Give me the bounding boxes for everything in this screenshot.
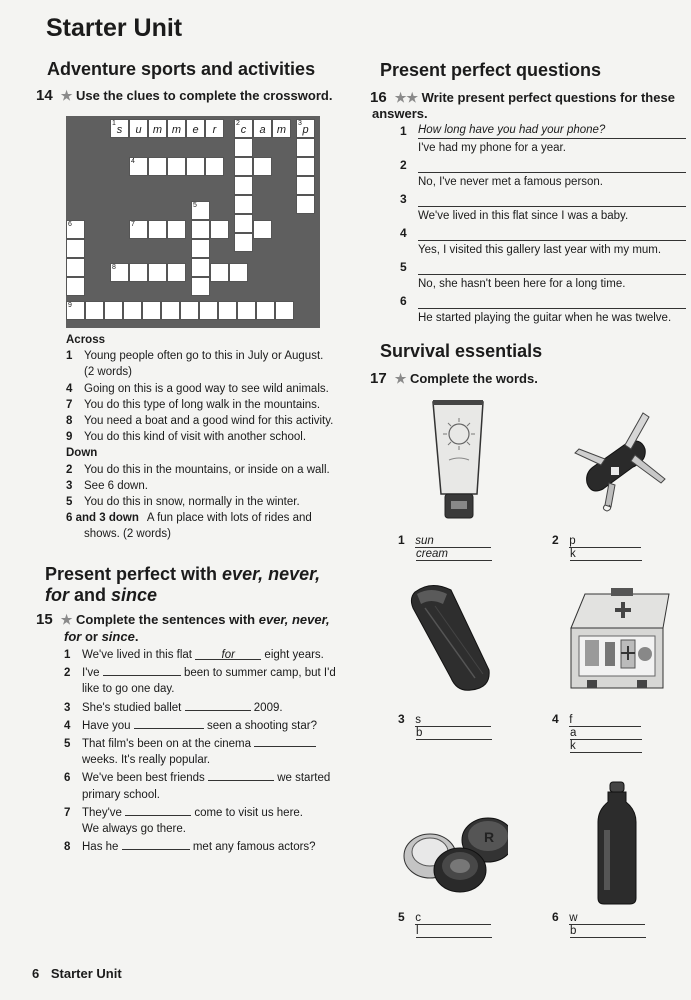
- question-item: 2 No, I've never met a famous person.: [398, 158, 688, 192]
- crossword-cell[interactable]: 5: [191, 201, 210, 220]
- crossword-cell[interactable]: [191, 220, 210, 239]
- crossword-cell[interactable]: [234, 195, 253, 214]
- crossword-cell[interactable]: [191, 258, 210, 277]
- exercise-15-header: 15 ★ Complete the sentences with ever, never, for or since.: [36, 611, 330, 644]
- clue-item: 1 Young people often go to this in July or August.: [66, 350, 324, 363]
- footer-label: Starter Unit: [50, 966, 122, 981]
- sentence-item: 7 They've come to visit us here.: [64, 803, 354, 821]
- answer-blank[interactable]: for: [195, 647, 261, 660]
- crossword-cell[interactable]: [210, 263, 229, 282]
- section-title-adventure: Adventure sports and activities: [47, 59, 316, 79]
- word-blank[interactable]: s: [415, 714, 491, 727]
- question-answer-line[interactable]: How long have you had your phone?: [418, 124, 686, 139]
- crossword-cell[interactable]: 8: [110, 263, 129, 282]
- star-icon: ★: [60, 612, 73, 627]
- sentence-item: 5 That film's been on at the cinema: [64, 734, 354, 752]
- across-heading: Across: [66, 334, 105, 346]
- crossword-cell[interactable]: m: [167, 119, 186, 138]
- question-answer-line[interactable]: [418, 294, 686, 309]
- crossword-cell[interactable]: [256, 301, 275, 320]
- crossword-cell[interactable]: [229, 263, 248, 282]
- star-icon: ★: [394, 371, 407, 386]
- crossword-cell[interactable]: [148, 157, 167, 176]
- question-item: 4 Yes, I visited this gallery last year with my mum.: [398, 226, 688, 260]
- crossword-cell[interactable]: [85, 301, 104, 320]
- crossword-cell[interactable]: [123, 301, 142, 320]
- crossword-cell[interactable]: 4: [129, 157, 148, 176]
- answer-blank[interactable]: [134, 716, 204, 729]
- exercise-number: 14: [36, 87, 53, 104]
- crossword-cell[interactable]: [180, 301, 199, 320]
- crossword-cell[interactable]: 1 s: [110, 119, 129, 138]
- word-blank[interactable]: f: [569, 714, 641, 727]
- svg-text:R: R: [484, 829, 495, 845]
- sentence-item: 1 We've lived in this flat for eight years.: [64, 649, 324, 661]
- sleeping-bag-image: [405, 578, 495, 698]
- word-blank[interactable]: k: [570, 548, 642, 561]
- sentence-item: 6 We've been best friends we started: [64, 768, 354, 786]
- crossword-cell[interactable]: r: [205, 119, 224, 138]
- word-item-4: 4 f a k: [552, 712, 642, 753]
- answer-blank[interactable]: [208, 768, 274, 781]
- crossword-cell[interactable]: [234, 176, 253, 195]
- sentence-item: 8 Has he met any famous actors?: [64, 837, 354, 855]
- section-title-questions: Present perfect questions: [380, 60, 602, 80]
- crossword-cell[interactable]: [296, 157, 315, 176]
- word-item-2: 2 p k: [552, 533, 642, 561]
- crossword-cell[interactable]: 3 p: [296, 119, 315, 138]
- word-blank[interactable]: p: [569, 535, 641, 548]
- word-item-3: 3 s b: [398, 712, 492, 740]
- word-blank[interactable]: l: [416, 925, 492, 938]
- down-heading: Down: [66, 447, 98, 460]
- crossword-cell[interactable]: [148, 220, 167, 239]
- crossword-cell[interactable]: e: [186, 119, 205, 138]
- clue-item: 9 You do this kind of visit with another school.: [66, 431, 307, 444]
- crossword-cell[interactable]: 9: [66, 301, 85, 320]
- crossword-cell[interactable]: [104, 301, 123, 320]
- clue-item: 2 You do this in the mountains, or inside on a wall.: [66, 463, 330, 476]
- crossword-cell[interactable]: a: [253, 119, 272, 138]
- exercise-16-header: 16 ★★ Write present perfect questions for these answers.: [370, 89, 675, 121]
- sun-cream-tube-image: [425, 398, 495, 524]
- word-blank[interactable]: k: [570, 740, 642, 753]
- crossword-cell[interactable]: [296, 176, 315, 195]
- question-answer-line[interactable]: [418, 260, 686, 275]
- question-item: 1 How long have you had your phone? I've had my phone for a year.: [398, 124, 688, 158]
- answer-blank[interactable]: [254, 734, 316, 747]
- exercise-14-header: [36, 87, 332, 104]
- crossword-cell[interactable]: [234, 138, 253, 157]
- crossword-grid: [66, 116, 320, 328]
- star-icon: ★: [60, 88, 73, 103]
- clue-item: 7 You do this type of long walk in the mountains.: [66, 398, 321, 411]
- question-answer-line[interactable]: [418, 192, 686, 207]
- crossword-cell[interactable]: [167, 157, 186, 176]
- crossword-cell[interactable]: [66, 258, 85, 277]
- page-title: Starter Unit: [46, 14, 183, 42]
- clue-item: 5 You do this in snow, normally in the winter.: [66, 496, 300, 509]
- clue-list: [66, 332, 366, 543]
- answer-blank[interactable]: [125, 803, 191, 816]
- clue-item-cont: (2 words): [84, 366, 132, 379]
- word-blank[interactable]: cream: [416, 548, 492, 561]
- crossword-cell[interactable]: 6: [66, 220, 85, 239]
- star-icon: ★★: [394, 90, 418, 105]
- word-blank[interactable]: a: [570, 727, 642, 740]
- crossword-cell[interactable]: 2 c: [234, 119, 253, 138]
- exercise-17-header: 17 ★ Complete the words.: [370, 370, 538, 387]
- answer-blank[interactable]: [185, 698, 251, 711]
- crossword-cell[interactable]: [167, 263, 186, 282]
- crossword-cell[interactable]: [148, 263, 167, 282]
- crossword-cell[interactable]: [253, 220, 272, 239]
- crossword-cell[interactable]: [161, 301, 180, 320]
- crossword-cell[interactable]: m: [148, 119, 167, 138]
- crossword-cell[interactable]: [205, 157, 224, 176]
- clue-item: 3 See 6 down.: [66, 479, 148, 492]
- crossword-cell[interactable]: [191, 277, 210, 296]
- word-item-5: 5 c l: [398, 910, 492, 938]
- crossword-cell[interactable]: [66, 239, 85, 258]
- question-item: 6 He started playing the guitar when he was twelve.: [398, 294, 688, 328]
- sentence-item: 2 I've been to summer camp, but I'd: [64, 663, 354, 681]
- exercise-15-list: 1 We've lived in this flat for eight years. 2 I've been to summer camp, but I'd like to go one day. 3 She's studied ballet 2009. 4 Have you seen a shooting star? 5 That film's been on at the cinema weeks. It's really popular. 6 We've been best friends we started primary school. 7 They've come to visit us here. We always go there. 8 Has he met any famous actors?: [64, 647, 354, 855]
- exercise-16-list: [398, 124, 688, 328]
- word-blank[interactable]: sun: [415, 535, 491, 548]
- question-item: 5 No, she hasn't been here for a long time.: [398, 260, 688, 294]
- clue-item: 8 You need a boat and a good wind for this activity.: [66, 415, 334, 428]
- answer-blank[interactable]: [103, 663, 181, 676]
- page-number: 6: [32, 966, 40, 981]
- word-blank[interactable]: w: [569, 912, 645, 925]
- crossword-cell[interactable]: [234, 233, 253, 252]
- crossword-cell[interactable]: [142, 301, 161, 320]
- word-blank[interactable]: b: [416, 727, 492, 740]
- crossword-cell[interactable]: [275, 301, 294, 320]
- crossword-cell[interactable]: m: [272, 119, 291, 138]
- crossword-cell[interactable]: [129, 263, 148, 282]
- crossword-cell[interactable]: [237, 301, 256, 320]
- crossword-cell[interactable]: [66, 277, 85, 296]
- crossword-cell[interactable]: 7: [129, 220, 148, 239]
- clue-item: 6 and 3 down A fun place with lots of rides and: [66, 512, 312, 525]
- first-aid-kit-image: [565, 584, 675, 696]
- crossword-cell[interactable]: [186, 157, 205, 176]
- crossword-cell[interactable]: [253, 157, 272, 176]
- clue-item-cont: shows. (2 words): [84, 528, 171, 541]
- clue-item: 4 Going on this is a good way to see wild animals.: [66, 382, 329, 395]
- crossword-cell[interactable]: [296, 195, 315, 214]
- crossword-cell[interactable]: [234, 157, 253, 176]
- crossword-cell[interactable]: [199, 301, 218, 320]
- word-blank[interactable]: b: [570, 925, 646, 938]
- question-answer-line[interactable]: [418, 226, 686, 241]
- contact-lens-case-image: [398, 810, 508, 900]
- sentence-item: 3 She's studied ballet 2009.: [64, 698, 354, 716]
- crossword-cell[interactable]: [234, 214, 253, 233]
- page-footer: [32, 966, 122, 981]
- crossword-cell[interactable]: [167, 220, 186, 239]
- word-item-6: 6 w b: [552, 910, 646, 938]
- sentence-item: 4 Have you seen a shooting star?: [64, 716, 354, 734]
- crossword-cell[interactable]: [191, 239, 210, 258]
- question-item: 3 We've lived in this flat since I was a baby.: [398, 192, 688, 226]
- word-item-1: 1 sun cream: [398, 533, 492, 561]
- water-bottle-image: [588, 780, 648, 906]
- section-title-present-perfect: Present perfect with ever, never, for and since: [45, 564, 321, 605]
- crossword-cell[interactable]: [218, 301, 237, 320]
- section-title-survival: Survival essentials: [380, 341, 543, 361]
- crossword-cell[interactable]: [210, 220, 229, 239]
- crossword-cell[interactable]: u: [129, 119, 148, 138]
- exercise-instruction: Use the clues to complete the crossword.: [75, 88, 333, 103]
- crossword-cell[interactable]: [296, 138, 315, 157]
- question-answer-line[interactable]: [418, 158, 686, 173]
- answer-blank[interactable]: [122, 837, 190, 850]
- word-blank[interactable]: c: [415, 912, 491, 925]
- penknife-image: [565, 405, 675, 515]
